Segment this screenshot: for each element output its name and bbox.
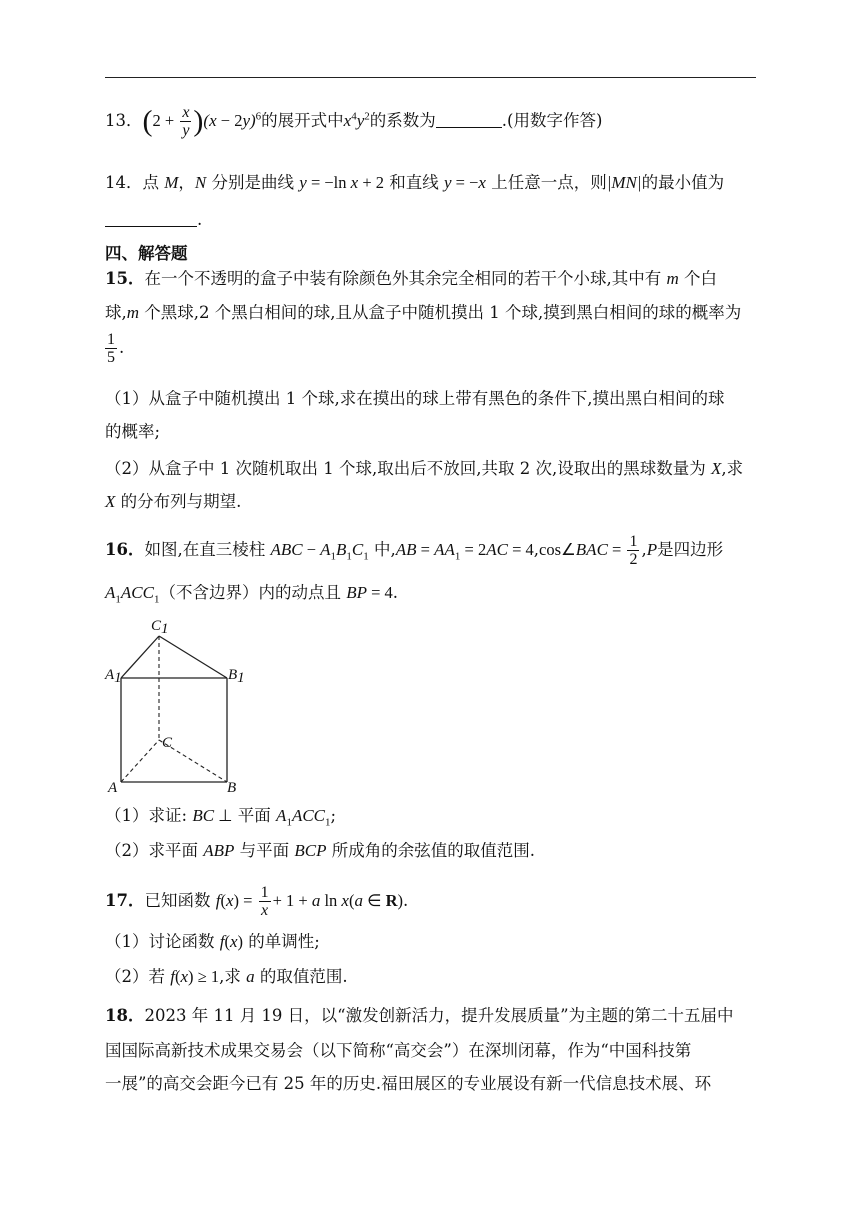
q18-line1: 2023 年 11 月 19 日，以“激发创新活力，提升发展质量”为主题的第二十五届中 (144, 1006, 734, 1025)
q16-part1b: 平面 (232, 806, 277, 825)
question-18-line1 (105, 1005, 765, 1027)
q14-end: . (197, 210, 203, 229)
label-C1: C1 (151, 618, 169, 637)
q16-t1: 如图,在直三棱柱 (144, 540, 271, 559)
q14-t3: 和直线 (384, 173, 444, 192)
q16-part2a: （2）求平面 (105, 841, 204, 860)
q16-part1: （1）求证: (105, 806, 193, 825)
q16-t4: （不含边界）内的动点且 (159, 583, 347, 602)
question-number: 18． (105, 1006, 145, 1025)
q13-text: 的展开式中 (261, 111, 344, 130)
label-A: A (108, 780, 118, 796)
q14-t4: 上任意一点，则 (485, 173, 607, 192)
question-15-part2: （2）从盒子中 1 次随机取出 1 个球,取出后不放回,共取 2 次,设取出的黑球数量为 X,求 (105, 459, 744, 478)
fraction-1-over-2: $\frac{1}{2}$ (629, 533, 638, 568)
answer-blank[interactable] (105, 210, 197, 227)
q14-t1: 点 (142, 173, 165, 192)
fraction-1-over-5: $\frac{1}{5}$ (107, 331, 115, 366)
q15-line1a: 在一个不透明的盒子中装有除颜色外其余完全相同的若干个小球,其中有 (144, 269, 667, 288)
question-15-line2: 球,m 个黑球,2 个黑白相间的球,且从盒子中随机摸出 1 个球,摸到黑白相间的球的概率为 (105, 303, 742, 322)
q14-t2: 分别是曲线 (211, 173, 300, 192)
section-title: 四、解答题 (105, 244, 188, 263)
question-18-line2: 国国际高新技术成果交易会（以下简称“高交会”）在深圳闭幕，作为“中国科技第 (105, 1041, 692, 1060)
question-number: 13． (105, 111, 143, 130)
question-16-line2: $A_1ACC_1$（不含边界）内的动点且 BP = 4. (105, 583, 399, 606)
q17-part1b: 的单调性; (243, 932, 320, 951)
q16-t3: 是四边形 (657, 540, 724, 559)
q15-part2a: （2）从盒子中 1 次随机取出 1 个球,取出后不放回,共取 2 次,设取出的黑球数量为 (105, 459, 711, 478)
label-B: B (227, 780, 237, 796)
q15-part2c: 的分布列与期望. (115, 492, 242, 511)
q16-part2c: 所成角的余弦值的取值范围. (326, 841, 536, 860)
q17-part1a: （1）讨论函数 (105, 932, 220, 951)
question-14: 14．点 M，N 分别是曲线 y = −ln x + 2 和直线 y = −x 上任意一点，则|MN|的最小值为 (105, 173, 725, 192)
question-15-fraction: $\frac{1}{5}$ . (107, 331, 125, 366)
question-16-part2: （2）求平面 ABP 与平面 BCP 所成角的余弦值的取值范围. (105, 841, 536, 860)
q15-line2a: 球, (105, 303, 127, 322)
prism-figure (100, 612, 260, 797)
q15-part2b: ,求 (721, 459, 744, 478)
question-15-part1: （1）从盒子中随机摸出 1 个球,求在摸出的球上带有黑色的条件下,摸出黑白相间的球 (105, 389, 725, 408)
q17-part2c: 的取值范围. (254, 967, 348, 986)
q15-line1b: 个白 (678, 269, 717, 288)
q13-tail: .(用数字作答) (501, 111, 603, 130)
q17-part2a: （2）若 (105, 967, 171, 986)
label-A1: A1 (105, 667, 122, 686)
header-rule (105, 77, 756, 78)
question-15-line1: 15．在一个不透明的盒子中装有除颜色外其余完全相同的若干个小球,其中有 m 个白 (105, 269, 717, 288)
question-17-part2: （2）若 f(x) ≥ 1,求 a 的取值范围. (105, 967, 348, 986)
question-17: 17．已知函数 f(x) = $\frac{1}{x}$ + 1 + a ln x(a ∈ R). (105, 884, 409, 919)
answer-blank[interactable] (436, 111, 502, 128)
label-B1: B1 (228, 667, 245, 686)
label-C: C (162, 735, 173, 751)
question-16-line1: 16．如图,在直三棱柱 ABC − $A_1B_1C_1$ 中$,AB = AA_1 = 2AC$ = 4,cos∠BAC = $\frac{1}{2}$ ,P是四边形 (105, 533, 724, 568)
question-number: 16． (105, 540, 145, 559)
question-14-blank (105, 209, 765, 231)
question-number: 17． (105, 891, 145, 910)
q16-t2: 中, (368, 540, 396, 559)
fraction-x-over-y: $\frac{x}{y}$ (182, 104, 190, 139)
question-number: 15． (105, 269, 145, 288)
q17-part2b: ,求 (219, 967, 247, 986)
question-15-part2c: X 的分布列与期望. (105, 492, 242, 511)
question-18-line3: 一展”的高交会距今已有 25 年的历史.福田展区的专业展设有新一代信息技术展、环 (105, 1074, 712, 1093)
question-16-part1: （1）求证: BC ⊥ 平面 $A_1ACC_1$; (105, 806, 337, 829)
question-13: 13．(2 + $\frac{x}{y}$ )$(x - 2y)^6$的展开式中$x^4y^2$的系数为 .(用数字作答) (105, 104, 603, 139)
fraction-1-over-x: $\frac{1}{x}$ (260, 884, 269, 919)
q16-part2b: 与平面 (234, 841, 295, 860)
q15-line2b: 个黑球,2 个黑白相间的球,且从盒子中随机摸出 1 个球,摸到黑白相间的球的概率为 (139, 303, 742, 322)
q13-text2: 的系数为 (369, 111, 436, 130)
question-number: 14． (105, 173, 143, 192)
question-17-part1: （1）讨论函数 f(x) 的单调性; (105, 932, 320, 951)
q14-t5: 的最小值为 (641, 173, 725, 192)
question-15-part1b: 的概率; (105, 422, 161, 441)
q17-t1: 已知函数 (144, 891, 216, 910)
